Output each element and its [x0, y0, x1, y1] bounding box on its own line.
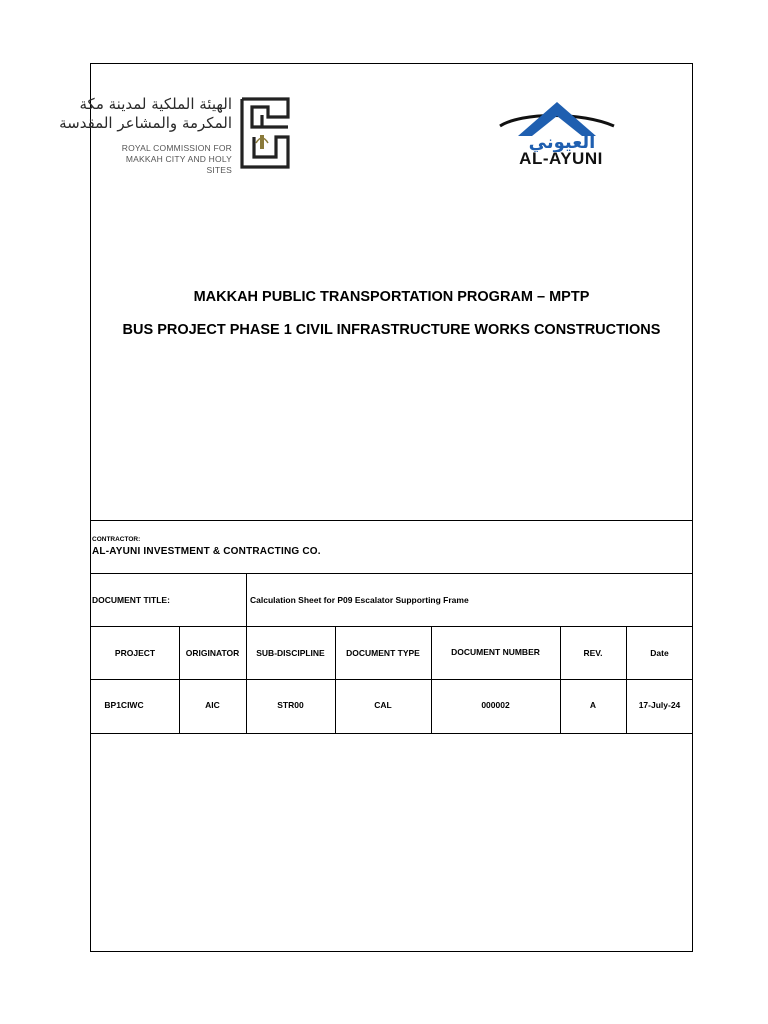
page-frame [90, 63, 693, 952]
project-title: BUS PROJECT PHASE 1 CIVIL INFRASTRUCTURE WORKS CONSTRUCTIONS [122, 322, 661, 338]
value-row-divider [90, 733, 693, 734]
header-document-number: DOCUMENT NUMBER [451, 647, 540, 657]
al-ayuni-roof-icon [492, 96, 622, 152]
al-ayuni-logo [492, 96, 622, 172]
contractor-divider [90, 573, 693, 574]
rc-arabic-text [59, 95, 232, 133]
doc-title-divider [90, 626, 693, 627]
header-row-divider [90, 679, 693, 680]
col-divider-3 [335, 626, 336, 733]
col-divider-1 [179, 626, 180, 733]
ay-arabic-text: العيوني [528, 132, 596, 152]
value-document-type: CAL [374, 700, 392, 710]
value-document-number: 000002 [481, 700, 510, 710]
rc-english-text [100, 143, 232, 176]
program-title: MAKKAH PUBLIC TRANSPORTATION PROGRAM – MPTP [193, 289, 590, 305]
contractor-value: AL-AYUNI INVESTMENT & CONTRACTING CO. [92, 546, 321, 557]
value-sub-discipline: STR00 [277, 700, 304, 710]
col-divider-2 [246, 626, 247, 733]
value-rev: A [589, 700, 597, 710]
header-originator: ORIGINATOR [185, 648, 240, 658]
rc-english-line2: MAKKAH CITY AND HOLY SITES [125, 154, 232, 175]
ay-english-text: AL-AYUNI [519, 149, 603, 168]
doc-title-vline [246, 573, 247, 626]
contractor-label: CONTRACTOR: [92, 536, 141, 543]
header-project: PROJECT [114, 648, 156, 658]
col-divider-4 [431, 626, 432, 733]
royal-commission-logo [59, 93, 290, 175]
header-rev: REV. [583, 648, 603, 658]
rc-arabic-line2: المكرمة والمشاعر المقدسة [59, 114, 232, 132]
header-document-type: DOCUMENT TYPE [346, 648, 420, 658]
col-divider-5 [560, 626, 561, 733]
table-top-border [90, 520, 693, 521]
rc-english-line1: ROYAL COMMISSION FOR [121, 143, 232, 153]
value-originator: AIC [205, 700, 220, 710]
col-divider-6 [626, 626, 627, 733]
value-project: BP1CIWC [104, 700, 144, 710]
header-date: Date [650, 648, 669, 658]
document-title-label: DOCUMENT TITLE: [92, 595, 170, 605]
header-sub-discipline: SUB-DISCIPLINE [256, 648, 325, 658]
rc-kufic-emblem-icon [240, 97, 290, 169]
rc-arabic-line1: الهيئة الملكية لمدينة مكة [79, 95, 232, 113]
document-title-value: Calculation Sheet for P09 Escalator Supporting Frame [250, 595, 469, 605]
value-date: 17-July-24 [638, 700, 681, 710]
